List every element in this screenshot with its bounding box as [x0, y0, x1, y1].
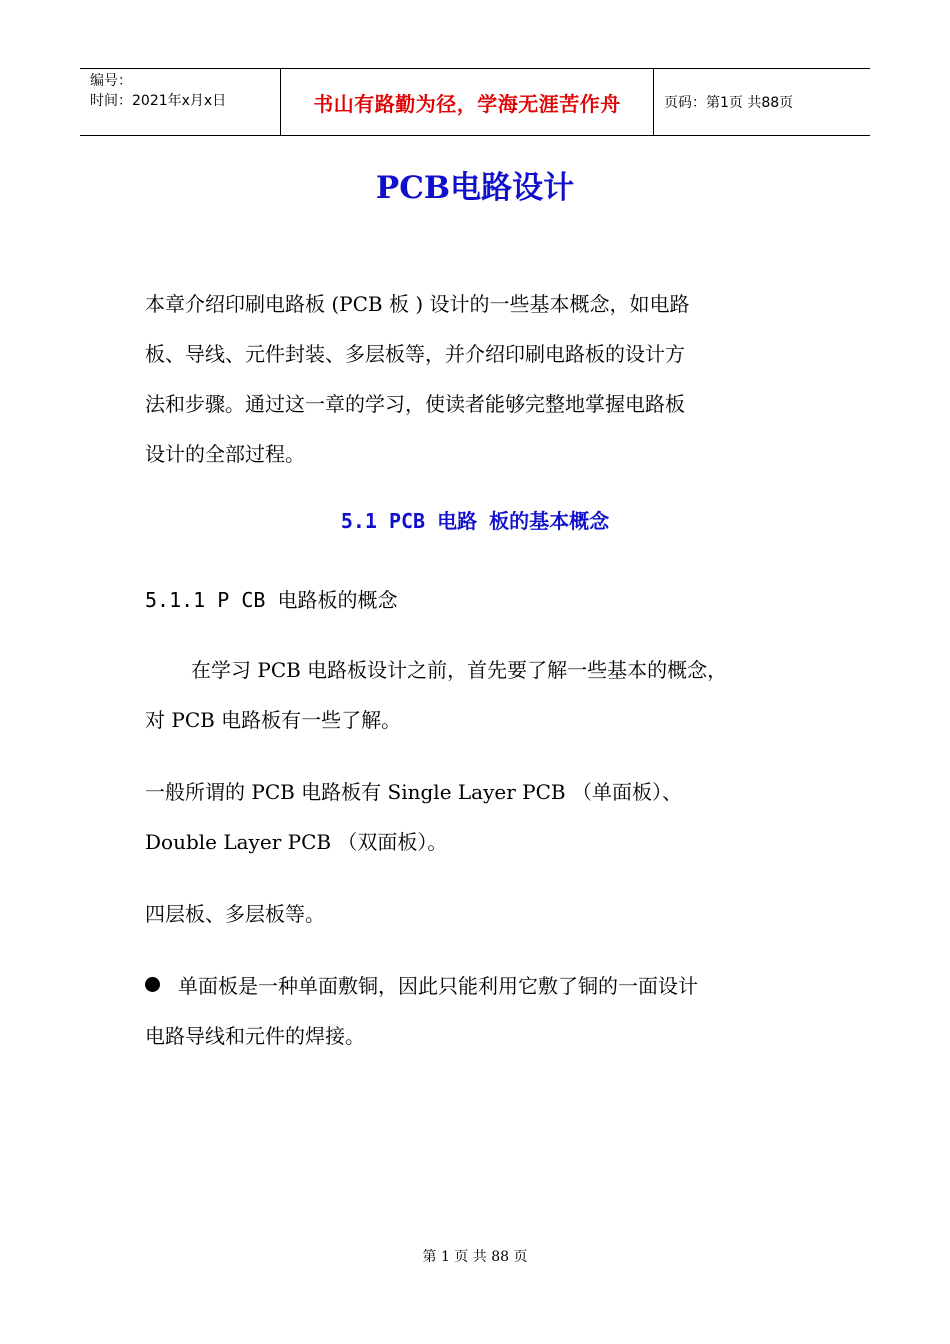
bullet-line: 单面板是一种单面敷铜，因此只能利用它敷了铜的一面设计 [178, 974, 698, 998]
bullet-item [145, 961, 825, 1061]
bullet-icon [145, 977, 160, 992]
intro-line: 设计的全部过程。 [145, 442, 305, 466]
concept-paragraph [145, 645, 825, 745]
page-footer: 第 1 页 共 88 页 [422, 1249, 528, 1265]
page-header [80, 68, 870, 136]
intro-line: 法和步骤。通过这一章的学习，使读者能够完整地掌握电路板 [145, 392, 685, 416]
header-motto: 书山有路勤为径，学海无涯苦作舟 [313, 91, 621, 116]
subsection-heading: 5.1.1 P CB 电路板的概念 [145, 588, 398, 612]
header-date: 时间：2021年x月x日 [90, 93, 227, 109]
header-number: 编号： [90, 73, 132, 89]
intro-paragraph [145, 279, 825, 479]
header-page-info: 页码：第1页 共88页 [664, 95, 794, 111]
intro-line: 本章介绍印刷电路板 (PCB 板 ) 设计的一些基本概念，如电路 [145, 292, 690, 316]
intro-line: 板、导线、元件封装、多层板等，并介绍印刷电路板的设计方 [145, 342, 685, 366]
concept-line: 对 PCB 电路板有一些了解。 [145, 708, 402, 732]
page-title: PCB电路设计 [375, 170, 575, 206]
board-types-line: 一般所谓的 PCB 电路板有 Single Layer PCB （单面板）、 [145, 780, 682, 804]
bullet-line: 电路导线和元件的焊接。 [145, 1024, 365, 1048]
board-types-line: Double Layer PCB （双面板）。 [145, 830, 448, 854]
section-heading: 5.1 PCB 电路 板的基本概念 [340, 509, 610, 533]
header-motto-cell [281, 69, 654, 135]
board-types-paragraph [145, 767, 825, 867]
header-meta [80, 69, 281, 135]
multilayer-paragraph: 四层板、多层板等。 [145, 902, 325, 926]
concept-line: 在学习 PCB 电路板设计之前，首先要了解一些基本的概念， [191, 658, 728, 682]
